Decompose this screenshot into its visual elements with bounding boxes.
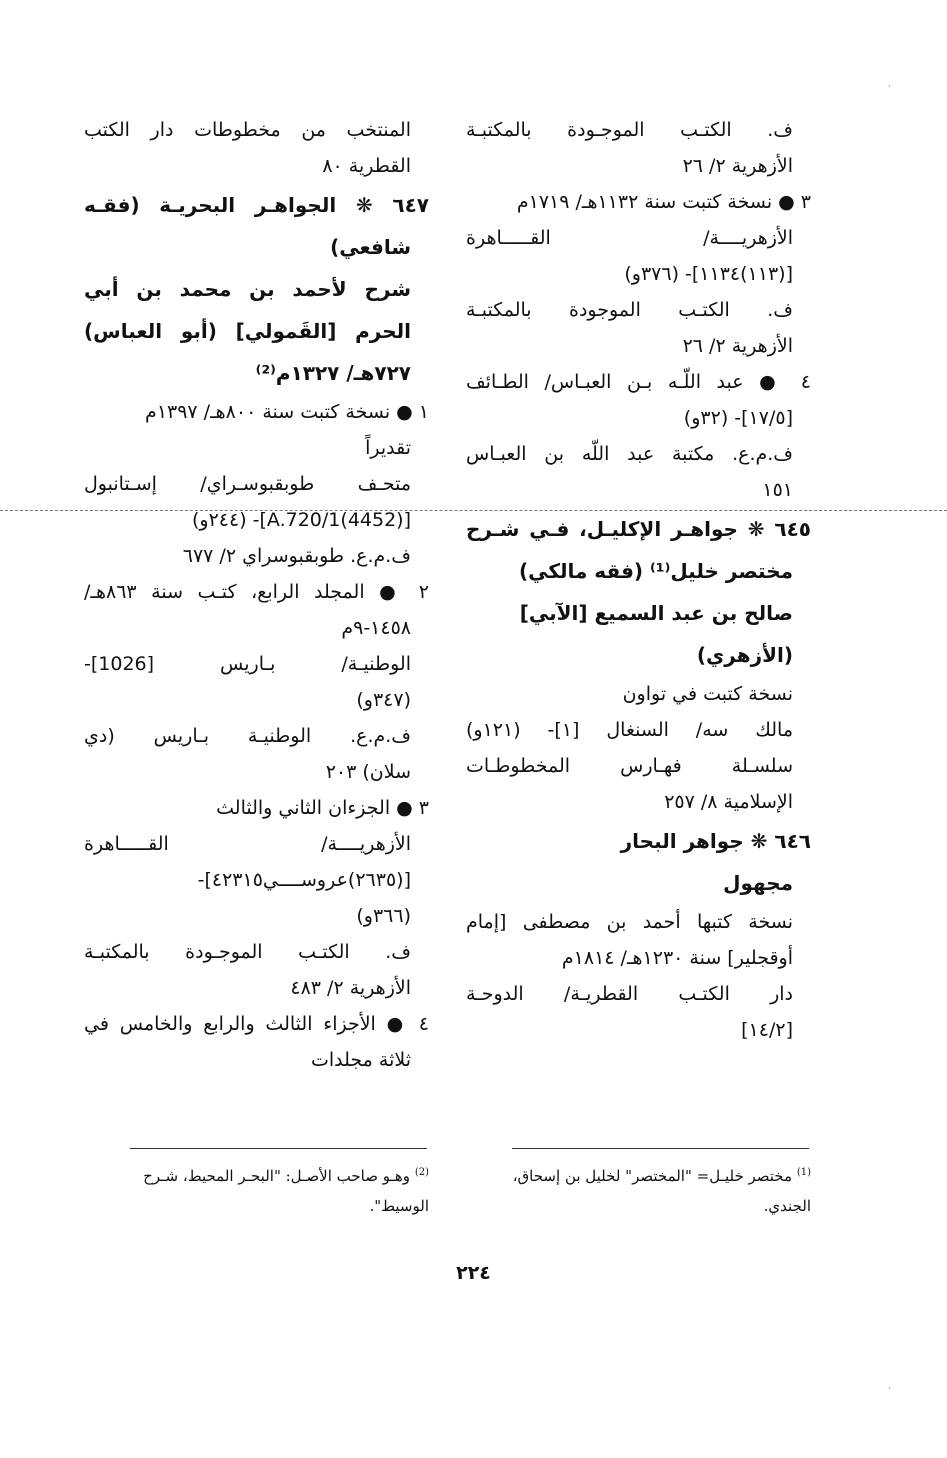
- left-column-line: [(٢٦٣٥)عروســــي٤٢٣١٥]-: [197, 869, 411, 891]
- scan-speck: ·: [888, 82, 891, 91]
- left-column-line: ف. الكتـب الموجـودة بالمكتبـة: [84, 941, 411, 963]
- footnote-marker: (1): [796, 1167, 811, 1178]
- right-column-line: ف.م.ع. مكتبة عبد اللّه بن العبـاس: [466, 443, 793, 465]
- right-column-line: ٦٤٦ ❋ جواهر البحار: [620, 829, 811, 853]
- right-column-line: (الأزهري): [696, 643, 793, 667]
- left-column-line: ٧٢٧هـ/ ١٣٢٧م⁽²⁾: [255, 361, 411, 385]
- left-column-line: الحرم [القَمولي] (أبو العباس): [84, 319, 411, 343]
- footnote-marker: (2): [414, 1167, 429, 1178]
- left-column-line: ثلاثة مجلدات: [310, 1049, 411, 1071]
- right-column-line: [١٤/٢]: [741, 1019, 793, 1041]
- right-column-line: ف. الكتـب الموجودة بالمكتبـة: [466, 299, 793, 321]
- scan-speck: ·: [888, 1384, 891, 1393]
- left-column-line: سلان) ٢٠٣: [325, 761, 411, 783]
- left-column-line: ٦٤٧ ❋ الجواهـر البحريـة (فقـه: [84, 193, 429, 217]
- right-column-line: الأزهرية ٢/ ٢٦: [682, 155, 793, 177]
- left-column-line: (٣٤٧و): [356, 689, 411, 711]
- left-column-line: شرح لأحمد بن محمد بن أبي: [84, 277, 411, 301]
- footnote-right-line-2: الجندي.: [763, 1197, 811, 1215]
- right-column: [466, 112, 811, 1048]
- footnote-left-line-2: الوسيط".: [369, 1197, 429, 1215]
- left-column-line: (٣٦٦و): [356, 905, 411, 927]
- right-column-line: مالك سه/ السنغال [١]- (١٢١و): [466, 719, 793, 741]
- left-column-line: الوطنيـة/ بـاريس [1026]-: [84, 653, 411, 675]
- right-column-line: دار الكتـب القطريـة/ الدوحـة: [466, 983, 793, 1005]
- right-column-line: سلسـلة فهـارس المخطوطـات: [466, 755, 793, 777]
- left-column: [84, 112, 429, 1078]
- footnote-left: [84, 1158, 429, 1221]
- right-column-line: أوقجلير] سنة ١٢٣٠هـ/ ١٨١٤م: [561, 947, 793, 969]
- left-column-line: ف.م.ع. طوبقبوسراي ٢/ ٦٧٧: [182, 545, 411, 567]
- left-column-line: ٤ ● الأجزاء الثالث والرابع والخامس في: [84, 1013, 429, 1035]
- right-column-line: نسخة كتبت في تواون: [622, 683, 793, 705]
- left-column-line: ١٤٥٨-٩م: [341, 617, 411, 639]
- left-column-line: ف.م.ع. الوطنيـة بـاريس (دي: [84, 725, 411, 747]
- left-column-line: الأزهرية ٢/ ٤٨٣: [290, 977, 411, 999]
- right-column-line: ف. الكتـب الموجـودة بالمكتبـة: [466, 119, 793, 141]
- footnote-rule-right: [512, 1148, 809, 1149]
- right-column-line: نسخة كتبها أحمد بن مصطفى [إمام: [466, 911, 793, 933]
- right-column-line: الإسلامية ٨/ ٢٥٧: [664, 791, 793, 813]
- left-column-line: المنتخب من مخطوطات دار الكتب: [84, 119, 411, 141]
- right-column-line: ١٥١: [762, 479, 793, 501]
- left-column-line: [(4452)A.720/1]- (٢٤٤و): [191, 509, 411, 531]
- right-column-line: مختصر خليل⁽¹⁾ (فقه مالكي): [518, 559, 793, 583]
- footnote-rule-left: [130, 1148, 427, 1149]
- right-column-line: [١٧/٥]- (٣٢و): [683, 407, 793, 429]
- left-column-line: متحـف طوبقبوسـراي/ إسـتانبول: [84, 473, 411, 495]
- left-column-line: الأزهريــــة/ القـــــاهرة: [84, 833, 411, 855]
- left-column-line: ٣ ● الجزءان الثاني والثالث: [216, 797, 429, 819]
- left-column-line: ١ ● نسخة كتبت سنة ٨٠٠هـ/ ١٣٩٧م: [145, 401, 429, 423]
- right-column-line: الأزهريــــة/ القـــــاهرة: [466, 227, 793, 249]
- footnote-right-line-1: $^{(1)}$ مختصر خليـل= "المختصر" لخليل بن إسحاق،: [512, 1167, 811, 1185]
- right-column-line: [(١١٣)١١٣٤]- (٣٧٦و): [624, 263, 793, 285]
- left-column-line: القطرية ٨٠: [322, 155, 411, 177]
- right-column-line: ٣ ● نسخة كتبت سنة ١١٣٢هـ/ ١٧١٩م: [516, 191, 811, 213]
- right-column-line: ٦٤٥ ❋ جواهـر الإكليـل، فـي شـرح: [466, 517, 811, 541]
- footnote-left-line-1: $^{(2)}$ وهـو صاحب الأصـل: "البحـر المحيط، شـرح: [143, 1167, 429, 1185]
- scan-fold-line: [0, 510, 947, 511]
- right-column-line: الأزهرية ٢/ ٢٦: [682, 335, 793, 357]
- left-column-line: شافعي): [330, 235, 411, 259]
- footnote-right: [466, 1158, 811, 1221]
- right-column-line: مجهول: [723, 871, 793, 895]
- right-column-line: ٤ ● عبد اللّـه بـن العبـاس/ الطـائف: [466, 371, 811, 393]
- left-column-line: ٢ ● المجلد الرابع، كتـب سنة ٨٦٣هـ/: [84, 581, 429, 603]
- left-column-line: تقديراً: [365, 437, 411, 459]
- page-number: ٢٢٤: [456, 1262, 491, 1284]
- right-column-line: صالح بن عبد السميع [الآبي]: [519, 601, 793, 625]
